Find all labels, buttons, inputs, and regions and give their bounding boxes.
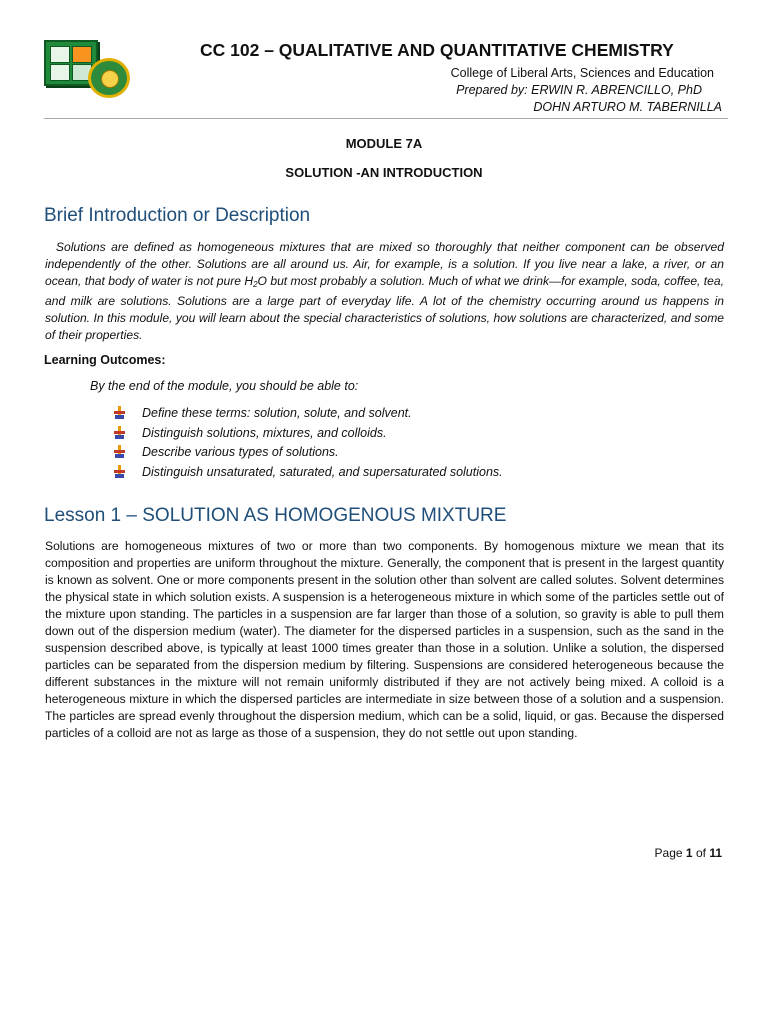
university-seal-icon xyxy=(88,58,130,98)
college-name: College of Liberal Arts, Sciences and Education xyxy=(450,66,714,80)
learning-outcomes-title: Learning Outcomes: xyxy=(44,353,166,367)
page-number: Page 1 of 11 xyxy=(654,846,722,860)
subscript: 2 xyxy=(253,280,258,289)
intro-paragraph: Solutions are defined as homogeneous mixtures that are mixed so thoroughly that neither component can be observed independently of the other. Solutions are all around us. Air, for example, is a solution. If you live near a lake, a river, or an ocean, that body of water is not pure $H_2O$ but most probably a solution. Much of what we drink—for example, soda, coffee, tea, and milk are solutions. Solutions are a large part of everyday life. A lot of the chemistry occurring around us happens in solution. In this module, you will learn about the special characteristics of solutions, how solutions are characterized, and some of their properties. xyxy=(45,240,724,342)
header-divider xyxy=(44,118,728,119)
lesson-heading: Lesson 1 – SOLUTION AS HOMOGENOUS MIXTURE xyxy=(44,505,507,526)
list-item: Define these terms: solution, solute, and solvent. xyxy=(112,406,503,426)
prepared-by: Prepared by: ERWIN R. ABRENCILLO, PhD xyxy=(456,83,702,97)
arrow-bullet-icon xyxy=(112,465,128,479)
co-author: DOHN ARTURO M. TABERNILLA xyxy=(533,100,722,114)
arrow-bullet-icon xyxy=(112,406,128,420)
intro-heading: Brief Introduction or Description xyxy=(44,205,311,226)
module-title: SOLUTION -AN INTRODUCTION xyxy=(285,165,483,180)
arrow-bullet-icon xyxy=(112,445,128,459)
course-title: CC 102 – QUALITATIVE AND QUANTITATIVE CHEMISTRY xyxy=(200,40,674,60)
arrow-bullet-icon xyxy=(112,426,128,440)
header-logos xyxy=(44,38,136,98)
list-item: Describe various types of solutions. xyxy=(112,445,503,465)
list-item: Distinguish unsaturated, saturated, and supersaturated solutions. xyxy=(112,465,503,485)
learning-outcomes-lead: By the end of the module, you should be able to: xyxy=(90,379,359,393)
module-number: MODULE 7A xyxy=(345,136,423,151)
lesson-paragraph: Solutions are homogeneous mixtures of two or more than two components. By homogenous mixture we mean that its composition and properties are uniform throughout the mixture. Generally, the component that is present in the largest quantity is known as solvent. One or more components present in the solution other than solvent are called solutes. Solvent determines the physical state in which solution exists. A suspension is a heterogeneous mixture in which some of the particles settle out of the mixture upon standing. The particles in a suspension are far larger than those of a solution, so gravity is able to pull them down out of the dispersion medium (water). The diameter for the dispersed particles in a suspension, such as the sand in the suspension described above, is typically at least 1000 times greater than those in a solution. Unlike a solution, the dispersed particles can be separated from the dispersion medium by filtering. Suspensions are considered heterogeneous because the different substances in the mixture will not remain uniformly distributed if they are not actively being mixed. A colloid is a heterogeneous mixture in which the dispersed particles are intermediate in size between those of a solution and a suspension. The particles are spread evenly throughout the dispersion medium, which can be a solid, liquid, or gas. Because the dispersed particles of a colloid are not as large as those of a suspension, they do not settle out upon standing. xyxy=(45,539,724,740)
learning-outcomes-list xyxy=(112,406,503,484)
list-item: Distinguish solutions, mixtures, and colloids. xyxy=(112,426,503,446)
